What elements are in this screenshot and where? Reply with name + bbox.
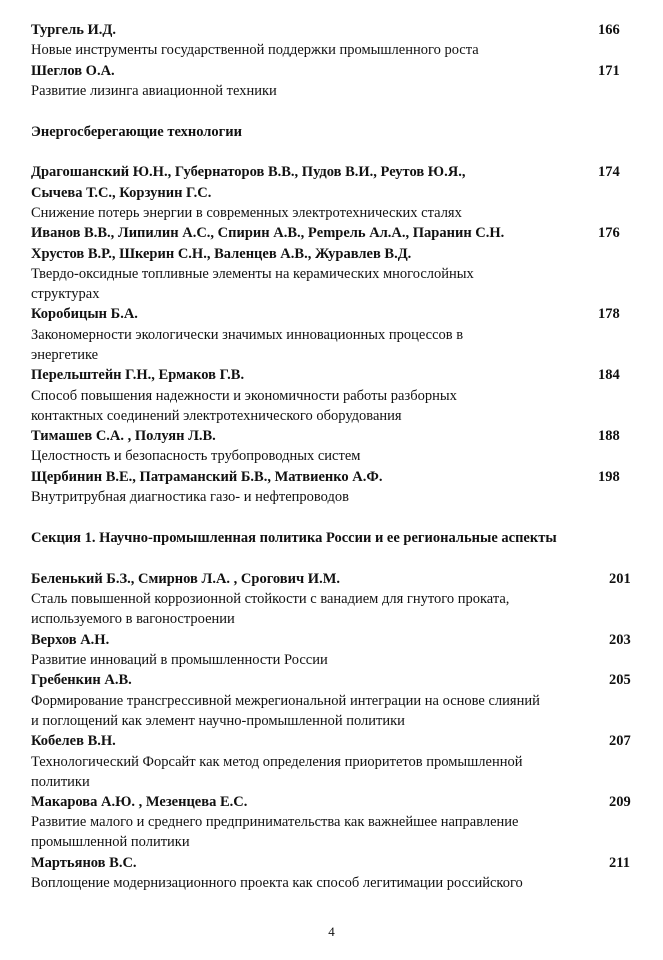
entry-page-number: 205 — [609, 672, 631, 688]
entry-page-number: 201 — [609, 571, 631, 587]
entry-title: Воплощение модернизационного проекта как способ легитимации российского — [31, 875, 523, 891]
entry-title: и поглощений как элемент научно-промышленной политики — [31, 713, 405, 729]
entry-title: контактных соединений электротехнического оборудования — [31, 408, 402, 424]
entry-title: Снижение потерь энергии в современных электротехнических сталях — [31, 205, 462, 221]
entry-title: Развитие лизинга авиационной техники — [31, 83, 277, 99]
entry-authors: Драгошанский Ю.Н., Губернаторов В.В., Пудов В.И., Реутов Ю.Я., — [31, 164, 466, 180]
entry-authors: Иванов В.В., Липилин А.С., Спирин А.В., Рempель Ал.А., Паранин С.Н. — [31, 225, 505, 241]
entry-title: Формирование трансгрессивной межрегиональной интеграции на основе слияний — [31, 693, 540, 709]
entry-page-number: 203 — [609, 632, 631, 648]
entry-title: Внутритрубная диагностика газо- и нефтепроводов — [31, 489, 349, 505]
entry-title: энергетике — [31, 347, 99, 363]
entry-title: Способ повышения надежности и экономичности работы разборных — [31, 388, 457, 404]
entry-title: политики — [31, 774, 90, 790]
entry-authors: Сычева Т.С., Корзунин Г.С. — [31, 185, 212, 201]
entry-authors: Щербинин В.Е., Патраманский Б.В., Матвиенко А.Ф. — [31, 469, 383, 485]
entry-authors: Перельштейн Г.Н., Ермаков Г.В. — [31, 367, 245, 383]
entry-authors: Гребенкин А.В. — [31, 672, 132, 688]
entry-page-number: 198 — [598, 469, 620, 485]
page-number: 4 — [328, 924, 335, 939]
entry-page-number: 207 — [609, 733, 631, 749]
entry-authors: Хрустов В.Р., Шкерин С.Н., Валенцев А.В., Журавлев В.Д. — [31, 246, 412, 262]
entry-authors: Верхов А.Н. — [31, 632, 110, 648]
entry-page-number: 166 — [598, 22, 620, 38]
entry-page-number: 211 — [609, 855, 630, 871]
entry-authors: Мартьянов В.С. — [31, 855, 137, 871]
entry-title: Развитие малого и среднего предпринимательства как важнейшее направление — [31, 814, 519, 830]
entry-title: промышленной политики — [31, 834, 190, 850]
entry-title: Закономерности экологически значимых инновационных процессов в — [31, 327, 464, 343]
entry-title: Технологический Форсайт как метод определения приоритетов промышленной — [31, 754, 523, 770]
entry-page-number: 174 — [598, 164, 620, 180]
entry-page-number: 209 — [609, 794, 631, 810]
entry-authors: Тимашев С.А. , Полуян Л.В. — [31, 428, 216, 444]
entry-title: Целостность и безопасность трубопроводных систем — [31, 448, 361, 464]
entry-page-number: 188 — [598, 428, 620, 444]
entry-authors: Коробицын Б.А. — [31, 306, 138, 322]
entry-page-number: 178 — [598, 306, 620, 322]
entry-authors: Макарова А.Ю. , Мезенцева Е.С. — [31, 794, 248, 810]
entry-title: Новые инструменты государственной поддержки промышленного роста — [31, 42, 479, 58]
entry-page-number: 171 — [598, 63, 620, 79]
entry-title: Развитие инноваций в промышленности России — [31, 652, 328, 668]
section-heading: Энергосберегающие технологии — [31, 124, 242, 140]
entry-authors: Шеглов О.А. — [31, 63, 115, 79]
entry-authors: Тургель И.Д. — [31, 22, 117, 38]
entry-title: используемого в вагоностроении — [31, 611, 235, 627]
entry-authors: Кобелев В.Н. — [31, 733, 116, 749]
entry-page-number: 176 — [598, 225, 620, 241]
entry-title: структурах — [31, 286, 100, 302]
section-heading: Секция 1. Научно-промышленная политика России и ее региональные аспекты — [31, 530, 557, 546]
entry-title: Сталь повышенной коррозионной стойкости с ванадием для гнутого проката, — [31, 591, 510, 607]
entry-title: Твердо-оксидные топливные элементы на керамических многослойных — [31, 266, 474, 282]
entry-authors: Беленький Б.З., Смирнов Л.А. , Срогович И.М. — [31, 571, 341, 587]
entry-page-number: 184 — [598, 367, 620, 383]
